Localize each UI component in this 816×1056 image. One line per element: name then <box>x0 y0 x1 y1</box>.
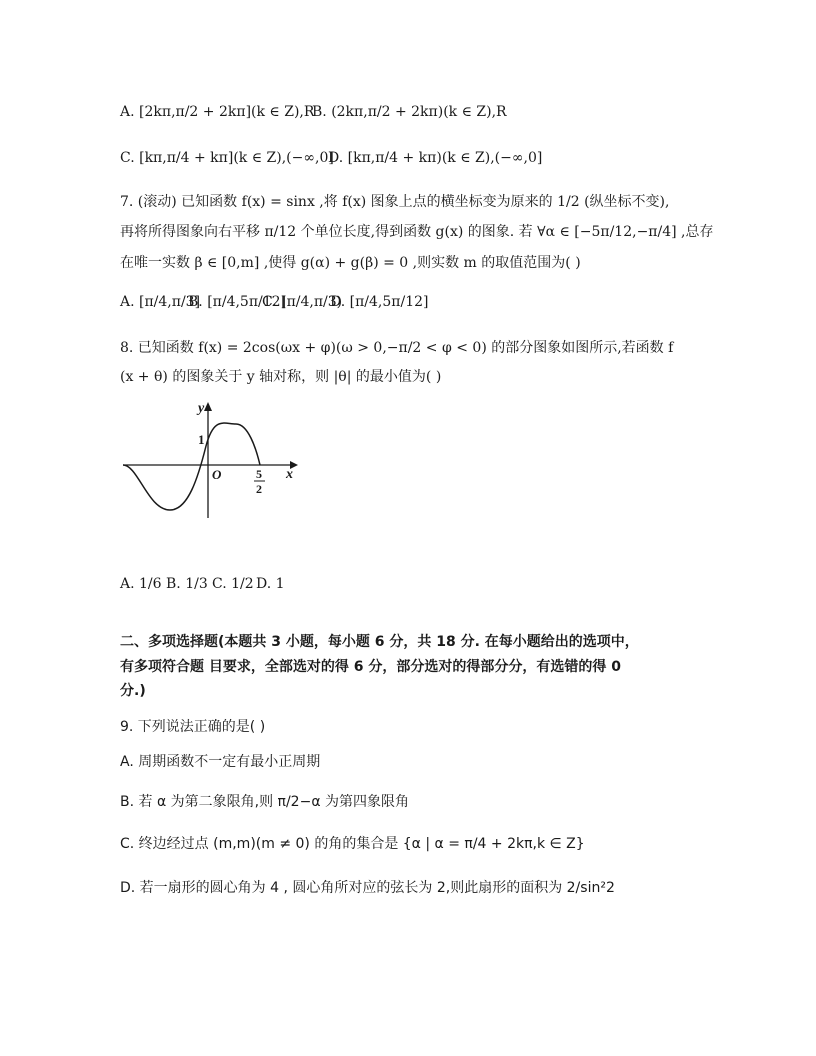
q7-option-b: B. [π/4,5π/12] <box>188 294 287 310</box>
y-axis-label: y <box>198 401 205 416</box>
q8-option-a: A. 1/6 <box>120 576 162 592</box>
q8-option-d: D. 1 <box>256 576 285 592</box>
q6-option-a: A. [2kπ,π/2 + 2kπ](k ∈ Z),R <box>120 104 315 120</box>
q7-option-d: D. [π/4,5π/12] <box>330 294 429 310</box>
q9-option-d: D. 若一扇形的圆心角为 4 , 圆心角所对应的弦长为 2,则此扇形的面积为 2/sin²2 <box>120 880 615 896</box>
q9-option-c: C. 终边经过点 (m,m)(m ≠ 0) 的角的集合是 {α | α = π/4 + 2kπ,k ∈ Z} <box>120 836 585 852</box>
q7-option-c: C. [π/4,π/3) <box>262 294 343 310</box>
q6-option-d: D. [kπ,π/4 + kπ)(k ∈ Z),(−∞,0] <box>328 150 543 166</box>
q6-option-b: B. (2kπ,π/2 + 2kπ)(k ∈ Z),R <box>312 104 507 120</box>
q8-stem-line1: 8. 已知函数 f(x) = 2cos(ωx + φ)(ω > 0,−π/2 < φ < 0) 的部分图象如图所示,若函数 f <box>120 340 674 356</box>
q7-stem-line1: 7. (滚动) 已知函数 f(x) = sinx ,将 f(x) 图象上点的横坐标变为原来的 1/2 (纵坐标不变), <box>120 194 670 210</box>
q7-stem-line2: 再将所得图象向右平移 π/12 个单位长度,得到函数 g(x) 的图象. 若 ∀α ∈ [−5π/12,−π/4] ,总存 <box>120 224 714 240</box>
q8-function-graph <box>118 398 298 523</box>
q8-option-c: C. 1/2 <box>212 576 254 592</box>
x-tick-numerator: 5 <box>256 467 262 481</box>
y-axis-arrow-icon <box>204 402 212 411</box>
q9-option-b: B. 若 α 为第二象限角,则 π/2−α 为第四象限角 <box>120 794 409 810</box>
cosine-curve <box>123 423 260 510</box>
section2-heading-line1: 二、多项选择题(本题共 3 小题，每小题 6 分，共 18 分. 在每小题给出的选项中， <box>120 634 639 650</box>
origin-label: O <box>212 467 222 482</box>
section2-heading-line2: 有多项符合题 目要求，全部选对的得 6 分，部分选对的得部分分，有选错的得 0 <box>120 659 621 675</box>
q9-stem: 9. 下列说法正确的是( ) <box>120 719 266 735</box>
q9-option-a: A. 周期函数不一定有最小正周期 <box>120 754 321 770</box>
q6-option-c: C. [kπ,π/4 + kπ](k ∈ Z),(−∞,0] <box>120 150 334 166</box>
q7-option-a: A. [π/4,π/3] <box>120 294 201 310</box>
x-tick-denominator: 2 <box>256 482 262 496</box>
q8-stem-line2: (x + θ) 的图象关于 y 轴对称，则 |θ| 的最小值为( ) <box>120 369 442 385</box>
q8-option-b: B. 1/3 <box>166 576 208 592</box>
q7-stem-line3: 在唯一实数 β ∈ [0,m] ,使得 g(α) + g(β) = 0 ,则实数 m 的取值范围为( ) <box>120 255 581 271</box>
x-axis-label: x <box>286 467 293 482</box>
y-tick-label: 1 <box>198 432 205 447</box>
section2-heading-line3: 分.) <box>120 683 146 699</box>
